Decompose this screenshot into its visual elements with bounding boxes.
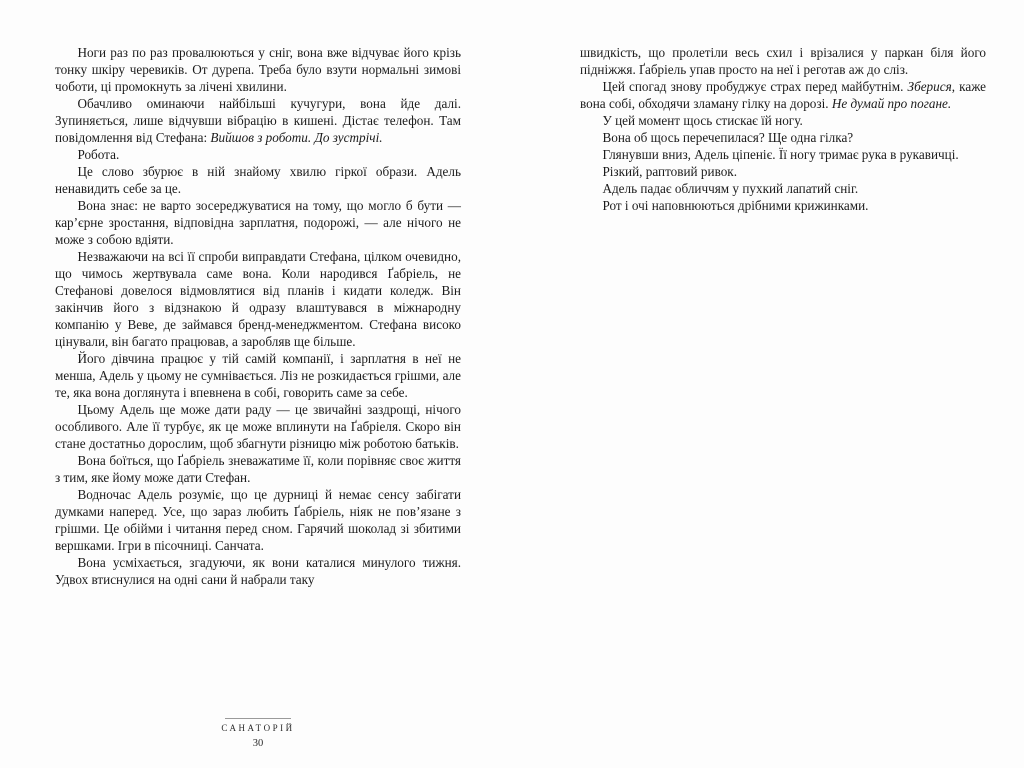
- paragraph: [580, 129, 986, 146]
- footer-divider: [225, 718, 291, 719]
- paragraph: [580, 163, 986, 180]
- text-run: швидкість, що пролетіли весь схил і врізалися у паркан біля його підніжжя. Ґабріель упав просто на неї і реготав аж до сліз.: [580, 45, 986, 77]
- text-run: Рот і очі наповнюються дрібними крижинками.: [602, 198, 869, 213]
- running-title: САНАТОРІЙ: [221, 723, 295, 733]
- text-run: У цей момент щось стискає їй ногу.: [602, 113, 803, 128]
- paragraph: [55, 350, 461, 401]
- paragraph: [55, 554, 461, 588]
- text-run: Вона усміхається, згадуючи, як вони каталися минулого тижня. Удвох втиснулися на одні сани й набрали таку: [55, 555, 461, 587]
- paragraph: [55, 163, 461, 197]
- paragraph: [55, 44, 461, 95]
- text-run: Обачливо оминаючи найбільші кучугури, вона йде далі. Зупиняється, лише відчувши вібрацію в кишені. Дістає телефон. Там повідомлення від Стефана:: [55, 96, 461, 145]
- text-run: Цьому Адель ще може дати раду — це звичайні заздрощі, нічого особливого. Але її турбує, як це може вплинути на Ґабріеля. Скоро він стане достатньо дорослим, щоб збагнути різницю між роботою батьків.: [55, 402, 461, 451]
- paragraph: [580, 146, 986, 163]
- paragraph: [55, 197, 461, 248]
- page-number: 30: [252, 738, 264, 749]
- text-run: Це слово збурює в ній знайому хвилю гіркої образи. Адель ненавидить себе за це.: [55, 164, 461, 196]
- text-run: Вона об щось перечепилася? Ще одна гілка?: [602, 130, 854, 145]
- paragraph: [55, 95, 461, 146]
- text-run: , каже вона собі, обходячи зламану гілку на дорозі.: [580, 79, 987, 111]
- paragraph: [55, 452, 461, 486]
- text-run: Цей спогад знову пробуджує страх перед майбутнім.: [602, 79, 908, 94]
- italic-text-run: Не думай про погане.: [831, 96, 952, 111]
- right-page-text-column: [580, 44, 986, 214]
- italic-text-run: Зберися: [907, 79, 952, 94]
- paragraph: [580, 112, 986, 129]
- paragraph: [580, 197, 986, 214]
- text-run: Водночас Адель розуміє, що це дурниці й немає сенсу забігати думками наперед. Усе, що зараз любить Ґабріель, ніяк не повʼязане з грішми. Це обійми і читання перед сном. Гарячий шоколад зі збитими вершками. Ігри в пісочниці. Санчата.: [55, 487, 461, 553]
- paragraph: [55, 401, 461, 452]
- italic-text-run: Вийшов з роботи. До зустрічі.: [210, 130, 383, 145]
- text-run: Ноги раз по раз провалюються у сніг, вона вже відчуває його крізь тонку шкіру черевиків. От дурепа. Треба було взути нормальні зимові чоботи, ці промокнуть за лічені хвилини.: [55, 45, 461, 94]
- text-run: Глянувши вниз, Адель ціпеніє. Її ногу тримає рука в рукавичці.: [602, 147, 959, 162]
- paragraph: [580, 180, 986, 197]
- text-run: Адель падає обличчям у пухкий лапатий сніг.: [602, 181, 859, 196]
- text-run: Різкий, раптовий ривок.: [602, 164, 737, 179]
- text-run: Незважаючи на всі її спроби виправдати Стефана, цілком очевидно, що чимось жертвувала саме вона. Коли народився Ґабріель, не Стефанові довелося відмовлятися від планів і кидати коледж. Він закінчив його з відзнакою й одразу влаштувався в міжнародну компанію у Веве, де займався бренд-менеджментом. Стефана високо цінували, він багато працював, а заробляв ще більше.: [55, 249, 461, 349]
- paragraph: [55, 486, 461, 554]
- paragraph: [580, 78, 986, 112]
- text-run: Вона боїться, що Ґабріель зневажатиме її, коли порівняє своє життя з тим, яке йому може дати Стефан.: [55, 453, 461, 485]
- text-run: Вона знає: не варто зосереджуватися на тому, що могло б бути — карʼєрне зростання, відповідна зарплатня, подорожі, — але нічого не може з собою вдіяти.: [55, 198, 461, 247]
- paragraph: [55, 248, 461, 350]
- text-run: Робота.: [77, 147, 120, 162]
- paragraph: [55, 146, 461, 163]
- left-page-text-column: [55, 44, 461, 588]
- paragraph: [580, 44, 986, 78]
- page-footer: [55, 718, 461, 749]
- text-run: Його дівчина працює у тій самій компанії, і зарплатня в неї не менша, Адель у цьому не сумнівається. Ліз не розкидається грішми, але те, яка вона доглянута і впевнена в собі, говорить саме за себе.: [55, 351, 461, 400]
